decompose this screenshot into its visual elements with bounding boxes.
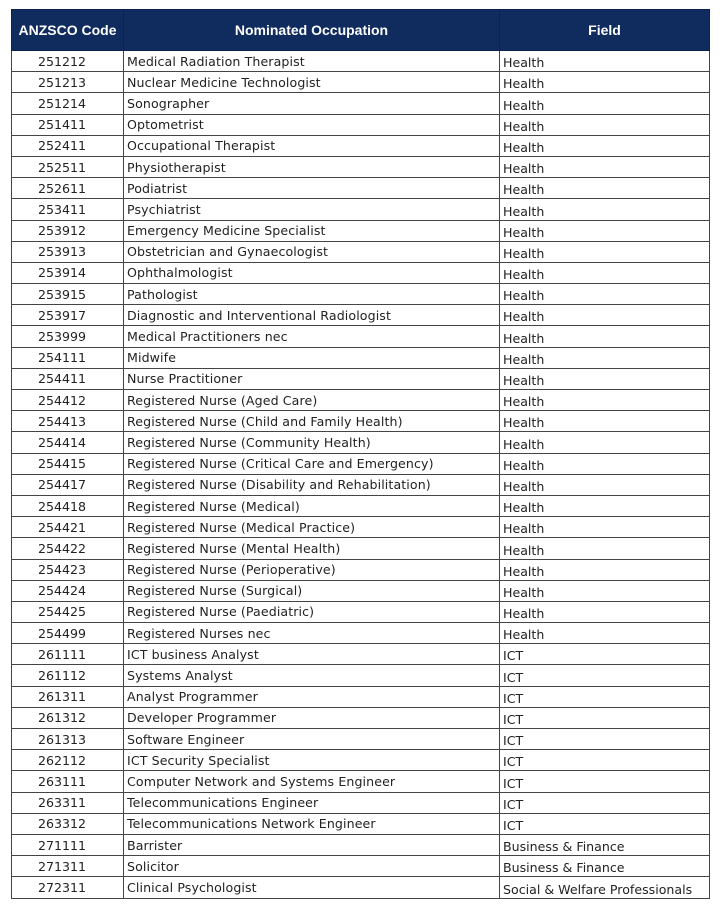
anzsco-code-cell: 262112 — [12, 750, 124, 771]
anzsco-code-cell: 254418 — [12, 495, 124, 516]
anzsco-code-cell: 254417 — [12, 474, 124, 495]
anzsco-code-cell: 253913 — [12, 241, 124, 262]
occupation-cell: Registered Nurse (Critical Care and Emergency) — [124, 453, 500, 474]
anzsco-code-cell: 272311 — [12, 877, 124, 898]
field-cell: ICT — [500, 686, 710, 707]
table-row — [12, 72, 710, 93]
field-cell: Health — [500, 305, 710, 326]
occupation-cell: Medical Practitioners nec — [124, 326, 500, 347]
field-cell: ICT — [500, 771, 710, 792]
field-cell: Health — [500, 241, 710, 262]
field-cell: Health — [500, 517, 710, 538]
field-cell: Health — [500, 72, 710, 93]
occupation-cell: Registered Nurse (Mental Health) — [124, 538, 500, 559]
occupation-table — [11, 9, 710, 899]
anzsco-code-cell: 254412 — [12, 390, 124, 411]
field-cell: ICT — [500, 707, 710, 728]
field-cell: Health — [500, 262, 710, 283]
anzsco-code-cell: 261312 — [12, 707, 124, 728]
anzsco-code-cell: 253912 — [12, 220, 124, 241]
occupation-cell: Telecommunications Engineer — [124, 792, 500, 813]
occupation-cell: Registered Nurse (Aged Care) — [124, 390, 500, 411]
field-cell: Health — [500, 220, 710, 241]
table-row — [12, 411, 710, 432]
table-row — [12, 517, 710, 538]
anzsco-code-cell: 254424 — [12, 580, 124, 601]
occupation-cell: Registered Nurse (Child and Family Health) — [124, 411, 500, 432]
field-cell: ICT — [500, 644, 710, 665]
anzsco-code-cell: 254423 — [12, 559, 124, 580]
occupation-cell: Physiotherapist — [124, 156, 500, 177]
table-row — [12, 114, 710, 135]
table-row — [12, 390, 710, 411]
field-cell: Health — [500, 411, 710, 432]
table-row — [12, 856, 710, 877]
occupation-cell: Optometrist — [124, 114, 500, 135]
occupation-cell: Clinical Psychologist — [124, 877, 500, 898]
table-row — [12, 538, 710, 559]
table-row — [12, 262, 710, 283]
anzsco-code-cell: 254425 — [12, 601, 124, 622]
table-row — [12, 51, 710, 72]
field-cell: Health — [500, 93, 710, 114]
field-cell: Health — [500, 178, 710, 199]
occupation-cell: Ophthalmologist — [124, 262, 500, 283]
table-row — [12, 432, 710, 453]
anzsco-code-cell: 254413 — [12, 411, 124, 432]
table-row — [12, 156, 710, 177]
table-row — [12, 771, 710, 792]
anzsco-code-cell: 251213 — [12, 72, 124, 93]
occupation-cell: Registered Nurse (Community Health) — [124, 432, 500, 453]
occupation-cell: Registered Nurse (Perioperative) — [124, 559, 500, 580]
occupation-cell: Registered Nurse (Surgical) — [124, 580, 500, 601]
occupation-cell: ICT Security Specialist — [124, 750, 500, 771]
anzsco-code-cell: 253915 — [12, 284, 124, 305]
anzsco-code-cell: 254411 — [12, 368, 124, 389]
table-row — [12, 644, 710, 665]
field-cell: Health — [500, 199, 710, 220]
field-cell: Health — [500, 601, 710, 622]
anzsco-code-cell: 253917 — [12, 305, 124, 326]
table-row — [12, 686, 710, 707]
field-cell: Health — [500, 432, 710, 453]
table-row — [12, 813, 710, 834]
occupation-cell: Developer Programmer — [124, 707, 500, 728]
occupation-cell: Solicitor — [124, 856, 500, 877]
table-row — [12, 199, 710, 220]
table-row — [12, 368, 710, 389]
anzsco-code-cell: 254422 — [12, 538, 124, 559]
field-cell: Health — [500, 559, 710, 580]
anzsco-code-cell: 263111 — [12, 771, 124, 792]
field-cell: Health — [500, 390, 710, 411]
anzsco-code-cell: 252611 — [12, 178, 124, 199]
table-row — [12, 93, 710, 114]
anzsco-code-cell: 251214 — [12, 93, 124, 114]
field-cell: Health — [500, 580, 710, 601]
field-cell: Health — [500, 474, 710, 495]
field-cell: ICT — [500, 813, 710, 834]
occupation-cell: Registered Nurses nec — [124, 623, 500, 644]
anzsco-code-cell: 254421 — [12, 517, 124, 538]
table-row — [12, 241, 710, 262]
field-cell: Business & Finance — [500, 834, 710, 855]
occupation-cell: ICT business Analyst — [124, 644, 500, 665]
field-cell: Health — [500, 114, 710, 135]
occupation-cell: Medical Radiation Therapist — [124, 51, 500, 72]
table-row — [12, 877, 710, 898]
occupation-cell: Podiatrist — [124, 178, 500, 199]
occupation-cell: Computer Network and Systems Engineer — [124, 771, 500, 792]
field-cell: Health — [500, 538, 710, 559]
anzsco-code-cell: 254499 — [12, 623, 124, 644]
occupation-cell: Analyst Programmer — [124, 686, 500, 707]
field-cell: Social & Welfare Professionals — [500, 877, 710, 898]
field-cell: ICT — [500, 729, 710, 750]
table-header — [12, 10, 710, 51]
occupation-cell: Psychiatrist — [124, 199, 500, 220]
anzsco-code-cell: 253411 — [12, 199, 124, 220]
field-cell: ICT — [500, 750, 710, 771]
table-row — [12, 178, 710, 199]
occupation-cell: Occupational Therapist — [124, 135, 500, 156]
occupation-cell: Obstetrician and Gynaecologist — [124, 241, 500, 262]
table-row — [12, 559, 710, 580]
table-row — [12, 707, 710, 728]
anzsco-code-cell: 253914 — [12, 262, 124, 283]
occupation-cell: Registered Nurse (Disability and Rehabilitation) — [124, 474, 500, 495]
occupation-table-container — [11, 9, 709, 899]
occupation-cell: Nurse Practitioner — [124, 368, 500, 389]
table-row — [12, 220, 710, 241]
anzsco-code-cell: 263311 — [12, 792, 124, 813]
occupation-cell: Midwife — [124, 347, 500, 368]
field-cell: Health — [500, 347, 710, 368]
header-row — [12, 10, 710, 51]
table-row — [12, 305, 710, 326]
header-anzsco-code: ANZSCO Code — [12, 10, 124, 51]
occupation-cell: Telecommunications Network Engineer — [124, 813, 500, 834]
field-cell: Health — [500, 453, 710, 474]
table-row — [12, 623, 710, 644]
table-row — [12, 135, 710, 156]
anzsco-code-cell: 261112 — [12, 665, 124, 686]
field-cell: Health — [500, 156, 710, 177]
header-field: Field — [500, 10, 710, 51]
anzsco-code-cell: 254415 — [12, 453, 124, 474]
table-row — [12, 750, 710, 771]
field-cell: Health — [500, 51, 710, 72]
anzsco-code-cell: 261311 — [12, 686, 124, 707]
table-row — [12, 729, 710, 750]
table-row — [12, 284, 710, 305]
table-row — [12, 601, 710, 622]
occupation-cell: Sonographer — [124, 93, 500, 114]
occupation-cell: Barrister — [124, 834, 500, 855]
anzsco-code-cell: 263312 — [12, 813, 124, 834]
field-cell: Health — [500, 284, 710, 305]
field-cell: ICT — [500, 665, 710, 686]
occupation-cell: Systems Analyst — [124, 665, 500, 686]
field-cell: Health — [500, 135, 710, 156]
occupation-cell: Nuclear Medicine Technologist — [124, 72, 500, 93]
table-row — [12, 347, 710, 368]
anzsco-code-cell: 251212 — [12, 51, 124, 72]
anzsco-code-cell: 254414 — [12, 432, 124, 453]
table-body — [12, 51, 710, 899]
table-row — [12, 834, 710, 855]
field-cell: Health — [500, 326, 710, 347]
occupation-cell: Registered Nurse (Medical) — [124, 495, 500, 516]
occupation-cell: Registered Nurse (Medical Practice) — [124, 517, 500, 538]
anzsco-code-cell: 271311 — [12, 856, 124, 877]
table-row — [12, 580, 710, 601]
occupation-cell: Software Engineer — [124, 729, 500, 750]
field-cell: ICT — [500, 792, 710, 813]
anzsco-code-cell: 271111 — [12, 834, 124, 855]
occupation-cell: Emergency Medicine Specialist — [124, 220, 500, 241]
table-row — [12, 453, 710, 474]
anzsco-code-cell: 254111 — [12, 347, 124, 368]
anzsco-code-cell: 252411 — [12, 135, 124, 156]
field-cell: Health — [500, 495, 710, 516]
table-row — [12, 495, 710, 516]
header-nominated-occupation: Nominated Occupation — [124, 10, 500, 51]
occupation-cell: Diagnostic and Interventional Radiologist — [124, 305, 500, 326]
field-cell: Business & Finance — [500, 856, 710, 877]
anzsco-code-cell: 252511 — [12, 156, 124, 177]
anzsco-code-cell: 251411 — [12, 114, 124, 135]
anzsco-code-cell: 261313 — [12, 729, 124, 750]
anzsco-code-cell: 261111 — [12, 644, 124, 665]
anzsco-code-cell: 253999 — [12, 326, 124, 347]
table-row — [12, 665, 710, 686]
occupation-cell: Pathologist — [124, 284, 500, 305]
field-cell: Health — [500, 368, 710, 389]
field-cell: Health — [500, 623, 710, 644]
table-row — [12, 474, 710, 495]
occupation-cell: Registered Nurse (Paediatric) — [124, 601, 500, 622]
table-row — [12, 326, 710, 347]
table-row — [12, 792, 710, 813]
